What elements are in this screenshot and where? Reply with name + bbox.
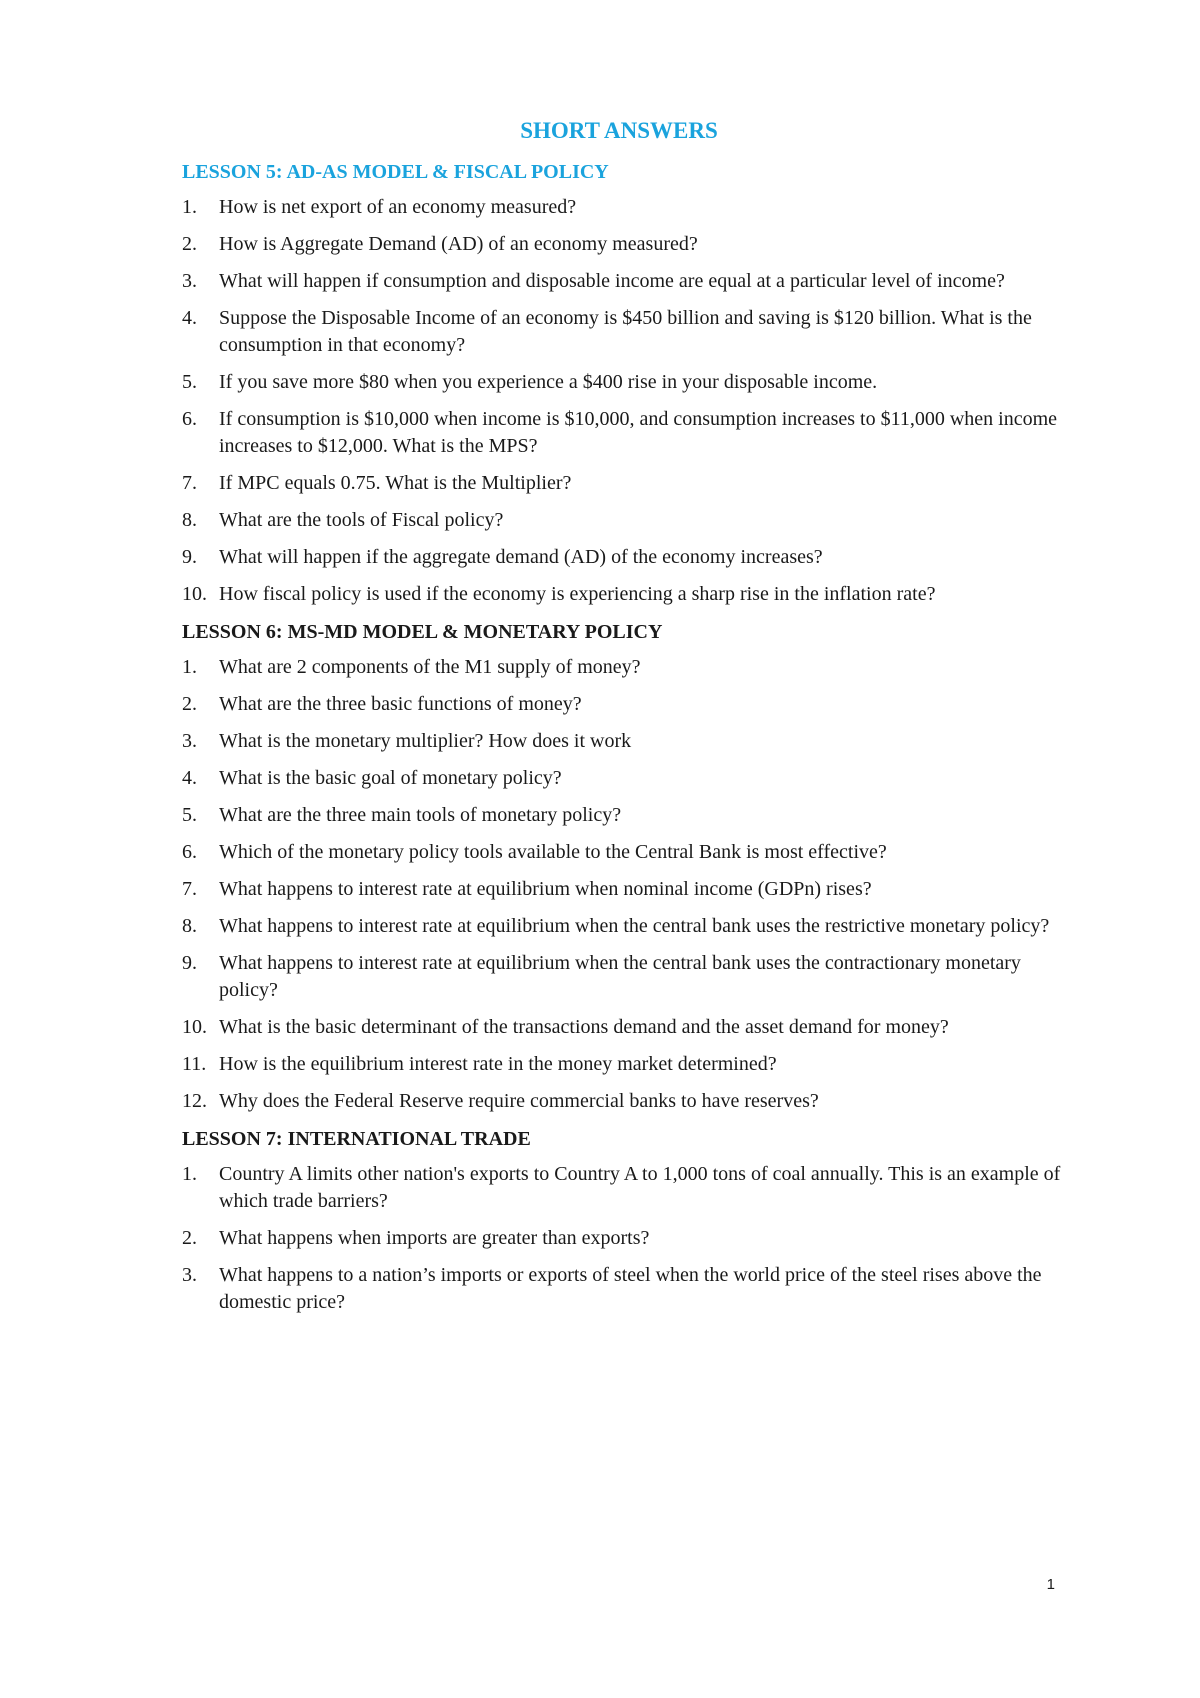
list-item <box>182 369 1062 396</box>
question-text: What will happen if consumption and disposable income are equal at a particular level of income? <box>219 270 1005 292</box>
list-item <box>182 581 1062 608</box>
lesson-5-section <box>182 158 1062 608</box>
question-text: If you save more $80 when you experience a $400 rise in your disposable income. <box>219 371 878 393</box>
question-number: 8. <box>182 915 197 937</box>
list-item <box>182 876 1062 903</box>
question-number: 2. <box>182 693 197 715</box>
question-text: What happens to interest rate at equilibrium when the central bank uses the restrictive monetary policy? <box>219 915 1050 937</box>
list-item <box>182 305 1062 359</box>
lesson-7-heading: LESSON 7: INTERNATIONAL TRADE <box>182 1128 531 1150</box>
question-text: How is the equilibrium interest rate in the money market determined? <box>219 1053 777 1075</box>
page-number: 1 <box>1046 1576 1055 1593</box>
question-number: 1. <box>182 196 197 218</box>
question-number: 7. <box>182 878 197 900</box>
question-number: 12. <box>182 1090 207 1112</box>
list-item <box>182 406 1062 460</box>
question-text: Country A limits other nation's exports to Country A to 1,000 tons of coal annually. This is an example of which trade barriers? <box>219 1163 1061 1212</box>
lesson-7-section <box>182 1125 1062 1316</box>
question-text: What happens to a nation’s imports or exports of steel when the world price of the steel rises above the domestic price? <box>219 1264 1042 1313</box>
question-number: 2. <box>182 1227 197 1249</box>
list-item <box>182 507 1062 534</box>
question-text: What are 2 components of the M1 supply of money? <box>219 656 641 678</box>
question-text: What happens when imports are greater than exports? <box>219 1227 650 1249</box>
question-text: What are the three basic functions of money? <box>219 693 582 715</box>
question-text: What are the tools of Fiscal policy? <box>219 509 504 531</box>
list-item <box>182 1088 1062 1115</box>
list-item <box>182 470 1062 497</box>
question-number: 4. <box>182 767 197 789</box>
list-item <box>182 194 1062 221</box>
question-number: 3. <box>182 730 197 752</box>
question-number: 10. <box>182 583 207 605</box>
lesson-5-question-list <box>182 194 1062 608</box>
list-item <box>182 802 1062 829</box>
question-number: 5. <box>182 371 197 393</box>
lesson-6-section <box>182 618 1062 1115</box>
question-number: 9. <box>182 952 197 974</box>
list-item <box>182 1161 1062 1215</box>
question-text: If MPC equals 0.75. What is the Multiplier? <box>219 472 572 494</box>
question-number: 11. <box>182 1053 207 1075</box>
lesson-6-heading: LESSON 6: MS-MD MODEL & MONETARY POLICY <box>182 621 663 643</box>
question-number: 9. <box>182 546 197 568</box>
question-text: How is Aggregate Demand (AD) of an economy measured? <box>219 233 698 255</box>
question-text: Why does the Federal Reserve require commercial banks to have reserves? <box>219 1090 819 1112</box>
question-text: What happens to interest rate at equilibrium when the central bank uses the contractionary monetary policy? <box>219 952 1021 1001</box>
question-number: 6. <box>182 408 197 430</box>
question-number: 1. <box>182 1163 197 1185</box>
list-item <box>182 913 1062 940</box>
list-item <box>182 654 1062 681</box>
list-item <box>182 1262 1062 1316</box>
question-number: 5. <box>182 804 197 826</box>
list-item <box>182 231 1062 258</box>
question-text: What is the basic goal of monetary policy? <box>219 767 562 789</box>
document-title: SHORT ANSWERS <box>520 118 718 143</box>
question-text: How fiscal policy is used if the economy is experiencing a sharp rise in the inflation rate? <box>219 583 936 605</box>
list-item <box>182 1014 1062 1041</box>
question-text: What is the basic determinant of the transactions demand and the asset demand for money? <box>219 1016 949 1038</box>
list-item <box>182 691 1062 718</box>
question-number: 7. <box>182 472 197 494</box>
lesson-6-question-list <box>182 654 1062 1115</box>
question-text: Which of the monetary policy tools available to the Central Bank is most effective? <box>219 841 887 863</box>
question-number: 6. <box>182 841 197 863</box>
question-number: 4. <box>182 307 197 329</box>
question-text: What is the monetary multiplier? How does it work <box>219 730 632 752</box>
list-item <box>182 728 1062 755</box>
question-number: 3. <box>182 1264 197 1286</box>
question-text: How is net export of an economy measured? <box>219 196 577 218</box>
list-item <box>182 765 1062 792</box>
question-text: What happens to interest rate at equilibrium when nominal income (GDPn) rises? <box>219 878 872 900</box>
question-number: 2. <box>182 233 197 255</box>
list-item <box>182 544 1062 571</box>
list-item <box>182 950 1062 1004</box>
question-text: What are the three main tools of monetary policy? <box>219 804 622 826</box>
list-item <box>182 268 1062 295</box>
list-item <box>182 839 1062 866</box>
list-item <box>182 1225 1062 1252</box>
question-text: Suppose the Disposable Income of an economy is $450 billion and saving is $120 billion. What is the consumption in that economy? <box>219 307 1032 356</box>
question-number: 8. <box>182 509 197 531</box>
question-number: 10. <box>182 1016 207 1038</box>
question-text: What will happen if the aggregate demand (AD) of the economy increases? <box>219 546 823 568</box>
question-number: 3. <box>182 270 197 292</box>
question-number: 1. <box>182 656 197 678</box>
document-body <box>182 158 1062 1326</box>
question-text: If consumption is $10,000 when income is $10,000, and consumption increases to $11,000 when income increases to $12,000. What is the MPS? <box>219 408 1058 457</box>
lesson-7-question-list <box>182 1161 1062 1316</box>
list-item <box>182 1051 1062 1078</box>
lesson-5-heading: LESSON 5: AD-AS MODEL & FISCAL POLICY <box>182 161 609 183</box>
